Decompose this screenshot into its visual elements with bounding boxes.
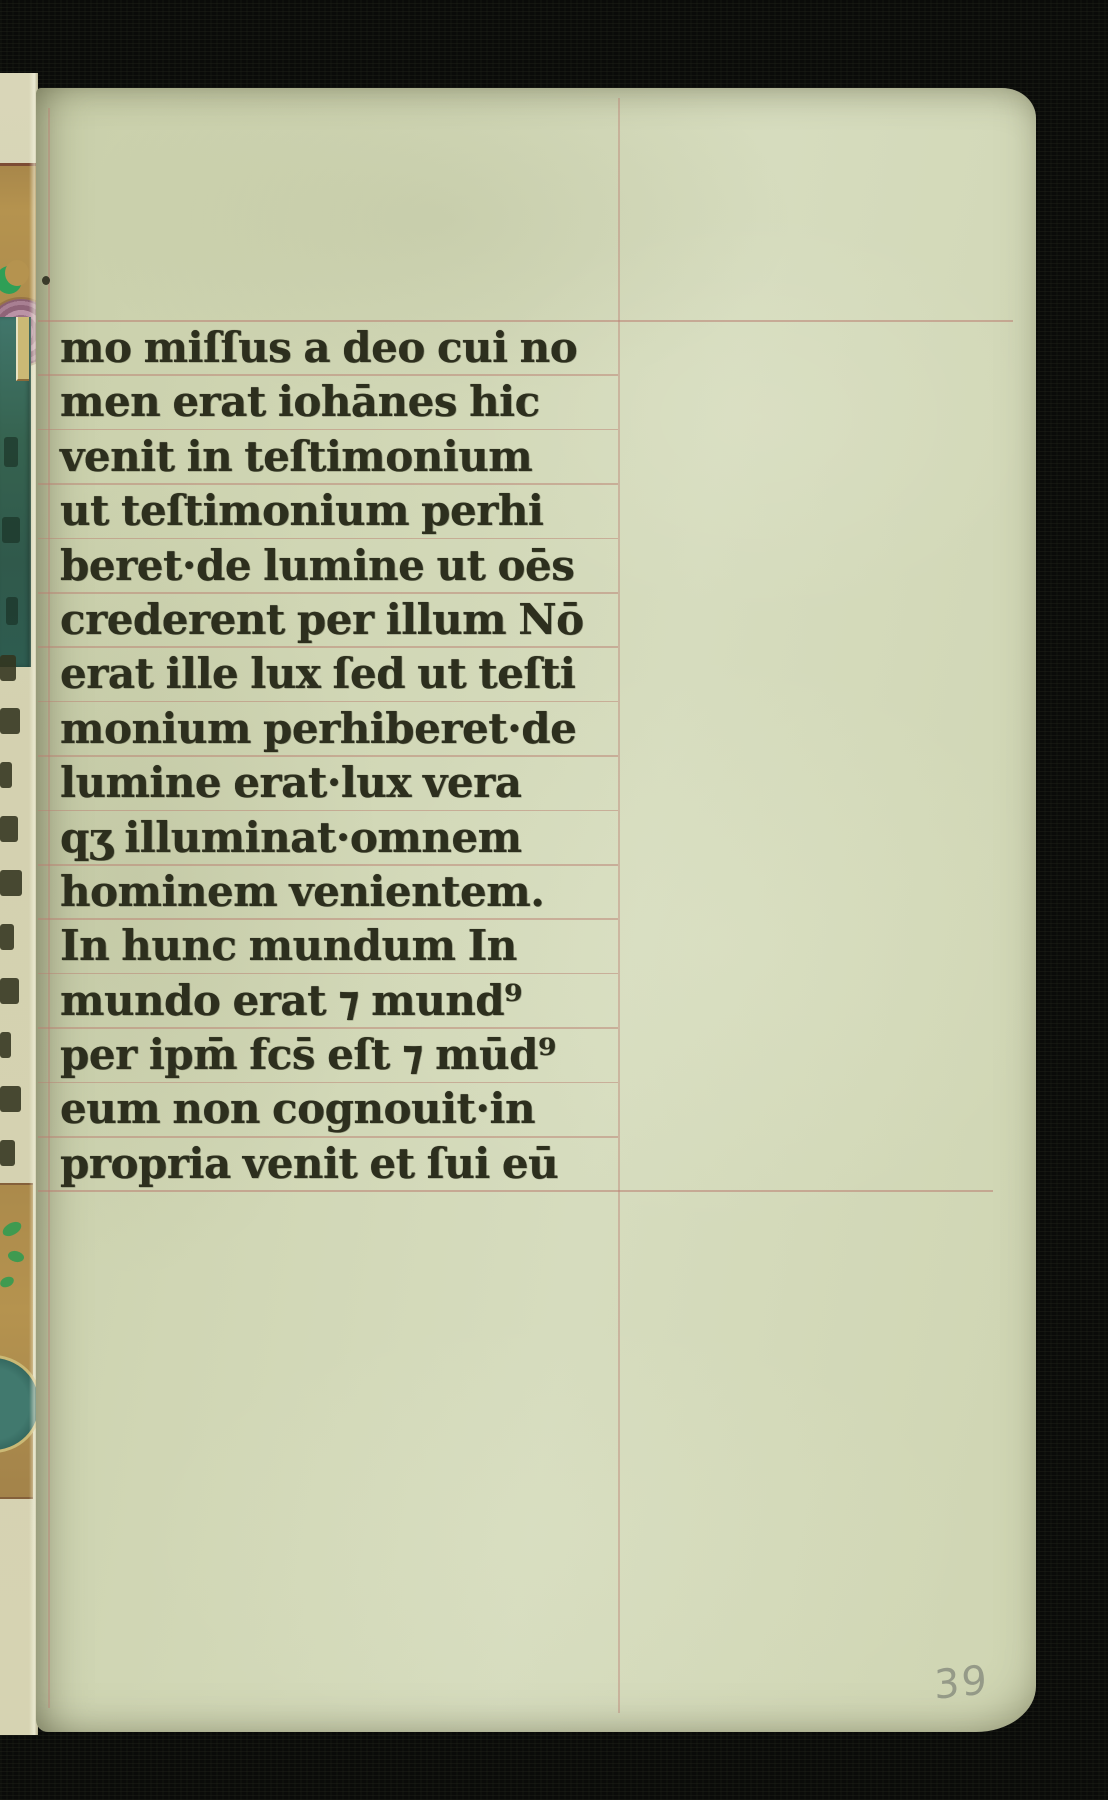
leaf-decoration	[1, 1220, 24, 1238]
text-column	[60, 321, 626, 1191]
text-line: monium perhiberet·de	[60, 703, 577, 753]
text-line: hominem venientem.	[60, 866, 545, 916]
green-crescent-decoration	[0, 266, 26, 300]
leaf-decoration	[0, 1276, 15, 1288]
text-line: per ipm̄ fcs̄ eſt ⁊ mūd⁹	[60, 1030, 556, 1080]
text-line: men erat iohānes hic	[60, 377, 540, 427]
text-line: In hunc mundum In	[60, 921, 517, 971]
manuscript-page	[36, 88, 1036, 1732]
text-line: beret·de lumine ut oēs	[60, 540, 575, 590]
text-line: erat ille lux ſed ut teſti	[60, 649, 576, 699]
text-line: venit in teſtimonium	[60, 431, 533, 481]
folio-number: 39	[933, 1657, 990, 1709]
text-line: mundo erat ⁊ mund⁹	[60, 975, 523, 1025]
text-line: crederent per illum Nō	[60, 594, 584, 644]
ruling-line-vertical	[48, 108, 50, 1708]
text-line: eum non cognouit·in	[60, 1084, 536, 1134]
text-line: ut teſtimonium perhi	[60, 486, 544, 536]
teal-initial-panel	[0, 317, 31, 667]
leaf-decoration	[6, 1248, 25, 1265]
facing-page-sliver	[0, 73, 38, 1735]
text-line: propria venit et ſui eū	[60, 1138, 559, 1188]
text-line: qʒ illuminat·omnem	[60, 812, 522, 862]
text-line: mo miſſus a deo cui no	[60, 323, 578, 372]
ink-speck	[42, 276, 50, 285]
text-line: lumine erat·lux vera	[60, 758, 522, 808]
